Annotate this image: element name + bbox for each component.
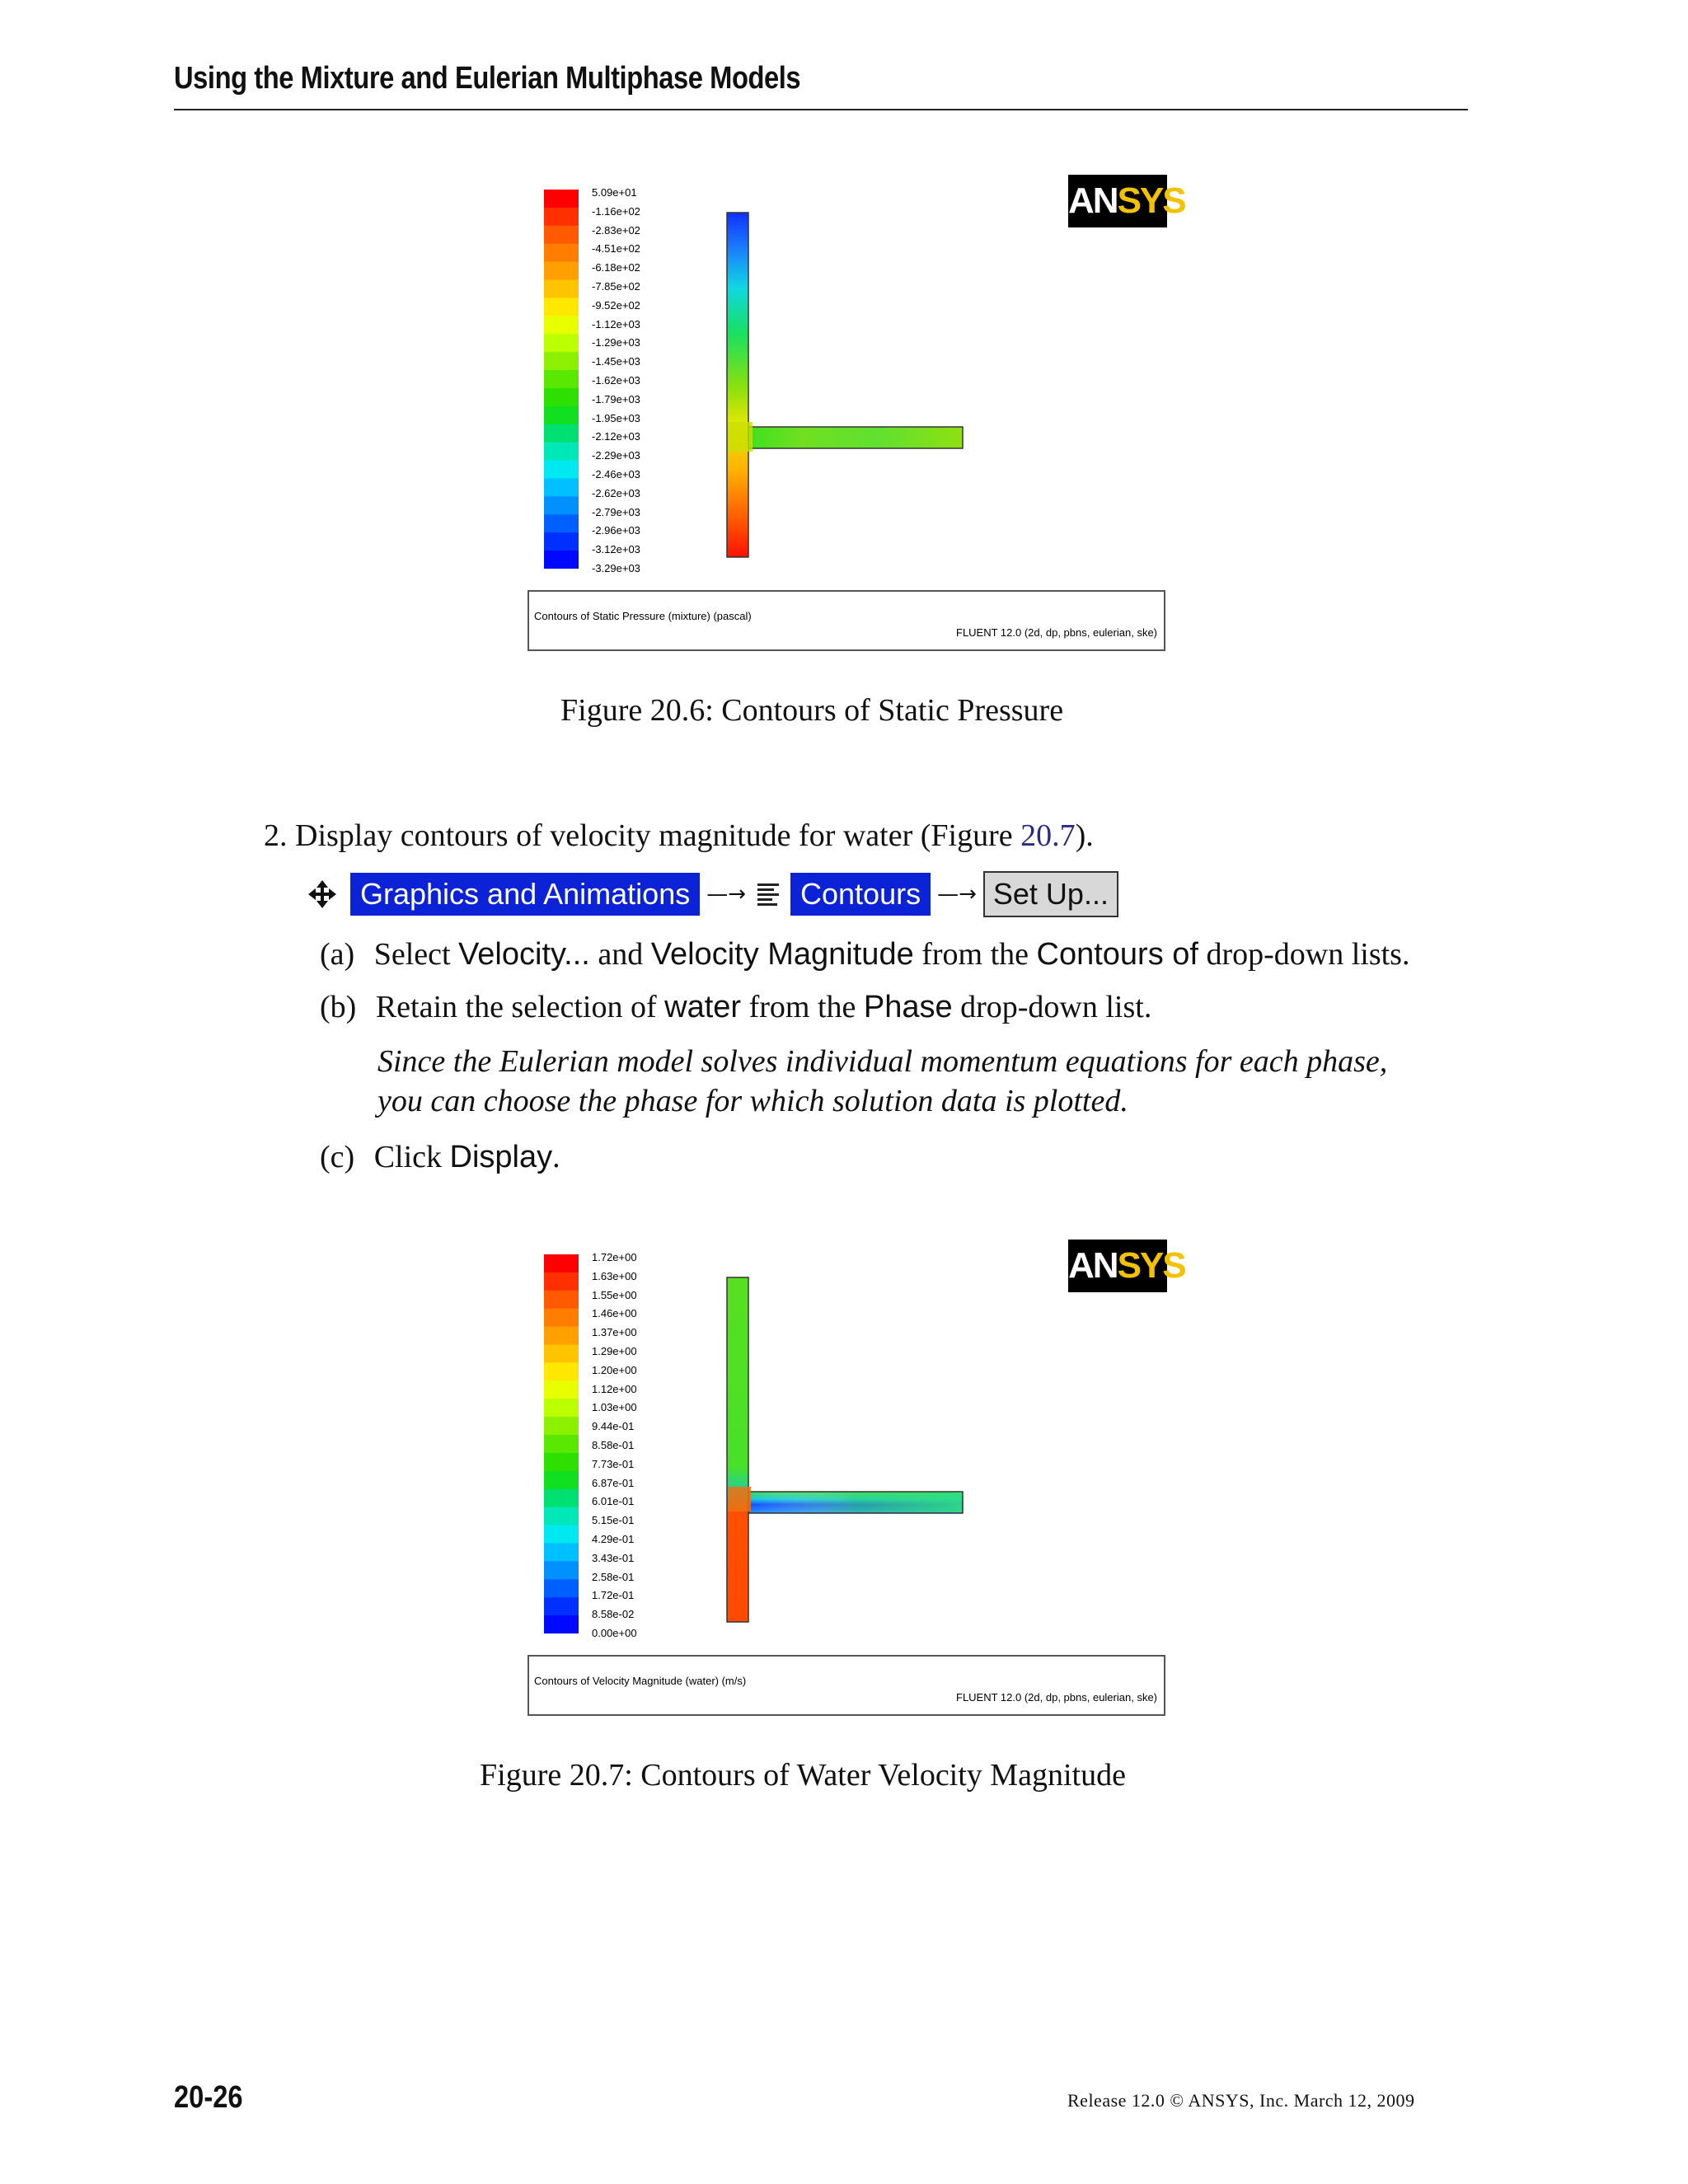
- colorbar-tick-label: -1.79e+03: [592, 392, 640, 405]
- colorbar-tick-label: 1.03e+00: [592, 1401, 637, 1414]
- colorbar-tick-label: 7.73e-01: [592, 1457, 635, 1470]
- colorbar-tick-label: 5.09e+01: [592, 186, 637, 199]
- figure-caption-20-6: Figure 20.6: Contours of Static Pressure: [560, 693, 1064, 728]
- substep-a: [320, 936, 1409, 972]
- substep-text: drop-down lists.: [1198, 937, 1410, 972]
- contour-plot: [528, 175, 1165, 570]
- colorbar-tick-label: -2.12e+03: [592, 430, 640, 443]
- colorbar-tick-label: -2.83e+02: [592, 223, 640, 237]
- colorbar-tick-label: -2.79e+03: [592, 505, 640, 518]
- colorbar-tick-label: 1.37e+00: [592, 1326, 637, 1339]
- substep-label: (c): [320, 1140, 355, 1174]
- colorbar-tick-label: 6.87e-01: [592, 1476, 635, 1489]
- colorbar-tick-label: 1.63e+00: [592, 1269, 637, 1282]
- colorbar-tick-label: -2.29e+03: [592, 449, 640, 462]
- colorbar-tick-label: 1.46e+00: [592, 1307, 637, 1320]
- plot-caption-solver: FLUENT 12.0 (2d, dp, pbns, eulerian, ske): [956, 1691, 1157, 1704]
- substep-text: from the: [913, 937, 1037, 972]
- colorbar-tick-label: -9.52e+02: [592, 298, 640, 312]
- substep-text: and: [589, 937, 651, 972]
- step-2: [264, 818, 1094, 854]
- figure-static-pressure: [528, 175, 1185, 658]
- colorbar-tick-label: -1.29e+03: [592, 336, 640, 349]
- colorbar-tick-label: -2.96e+03: [592, 524, 640, 537]
- colorbar-tick-label: 1.55e+00: [592, 1288, 637, 1301]
- colorbar-tick-label: -1.95e+03: [592, 411, 640, 424]
- contours-button[interactable]: Contours: [790, 873, 931, 916]
- header-rule: [174, 109, 1468, 110]
- figure-water-velocity: [528, 1240, 1185, 1722]
- plot-caption-box: [528, 590, 1165, 651]
- water-option[interactable]: water: [664, 990, 742, 1024]
- substep-text: drop-down list.: [952, 990, 1152, 1024]
- note-line-1: Since the Eulerian model solves individual momentum equations for each phase,: [377, 1044, 1388, 1079]
- colorbar-tick-label: 0.00e+00: [592, 1627, 637, 1639]
- vertical-pipe: [727, 213, 748, 557]
- substep-b: [320, 989, 1151, 1025]
- colorbar-tick-label: 1.72e+00: [592, 1251, 637, 1263]
- colorbar-tick-label: 6.01e-01: [592, 1495, 635, 1508]
- colorbar-tick-label: 8.58e-01: [592, 1439, 635, 1451]
- colorbar-tick-label: 1.20e+00: [592, 1363, 637, 1376]
- velocity-option[interactable]: Velocity...: [458, 937, 590, 972]
- page-number: 20-26: [174, 2080, 243, 2115]
- vertical-pipe: [727, 1277, 748, 1622]
- colorbar-tick-label: -1.45e+03: [592, 355, 640, 368]
- ansys-logo: ANSYS: [1068, 175, 1167, 227]
- colorbar-tick-label: -2.46e+03: [592, 468, 640, 480]
- colorbar-tick-label: 4.29e-01: [592, 1533, 635, 1545]
- substep-label: (b): [320, 990, 357, 1024]
- navigation-path: [306, 872, 1118, 916]
- page-header-title: Using the Mixture and Eulerian Multiphase Models: [174, 61, 801, 96]
- nav-arrow: —→: [706, 882, 747, 907]
- colorbar-tick-label: 3.43e-01: [592, 1551, 635, 1564]
- nav-arrow-2: —→: [937, 882, 977, 907]
- colorbar-tick-label: 1.72e-01: [592, 1589, 635, 1602]
- substep-text: Click: [373, 1140, 450, 1174]
- substep-text: Retain the selection of: [375, 990, 665, 1024]
- plot-caption-box: [528, 1655, 1165, 1716]
- figure-link[interactable]: 20.7: [1020, 818, 1076, 853]
- colorbar-tick-label: -1.12e+03: [592, 317, 640, 330]
- colorbar-tick-label: 5.15e-01: [592, 1514, 635, 1527]
- colorbar-tick-label: -3.12e+03: [592, 543, 640, 556]
- colorbar-tick-label: -1.16e+02: [592, 204, 640, 218]
- graphics-and-animations-button[interactable]: Graphics and Animations: [350, 873, 700, 916]
- colorbar-tick-label: -4.51e+02: [592, 242, 640, 255]
- colorbar-tick-label: -3.29e+03: [592, 562, 640, 574]
- colorbar-tick-label: -6.18e+02: [592, 261, 640, 274]
- substep-text: .: [552, 1140, 560, 1174]
- colorbar-tick-label: -1.62e+03: [592, 374, 640, 387]
- colorbar-tick-label: 1.12e+00: [592, 1382, 637, 1395]
- substep-text: from the: [741, 990, 864, 1024]
- note-line-2: you can choose the phase for which solution data is plotted.: [377, 1084, 1128, 1118]
- step-number: 2.: [264, 818, 288, 853]
- branch-recovery-region: [748, 1493, 962, 1512]
- colorbar-tick-label: -7.85e+02: [592, 280, 640, 293]
- colorbar-tick-label: -2.62e+03: [592, 486, 640, 499]
- velocity-magnitude-option[interactable]: Velocity Magnitude: [650, 937, 914, 972]
- contour-plot: [528, 1240, 1165, 1635]
- substep-text: Select: [373, 937, 459, 972]
- contours-of-dropdown[interactable]: Contours of: [1036, 937, 1198, 972]
- colorbar-tick-label: 2.58e-01: [592, 1570, 635, 1583]
- display-button[interactable]: Display: [449, 1140, 553, 1174]
- junction-region: [728, 422, 753, 452]
- horizontal-branch: [748, 427, 963, 448]
- release-info: Release 12.0 © ANSYS, Inc. March 12, 2009: [1067, 2090, 1415, 2111]
- colorbar-tick-label: 8.58e-02: [592, 1608, 635, 1621]
- colorbar-tick-label: 9.44e-01: [592, 1420, 635, 1433]
- step-text-end: ).: [1075, 818, 1094, 853]
- figure-caption-20-7: Figure 20.7: Contours of Water Velocity Magnitude: [480, 1758, 1126, 1793]
- substep-c: [320, 1139, 560, 1175]
- phase-dropdown[interactable]: Phase: [863, 990, 953, 1024]
- junction-region: [728, 1487, 751, 1511]
- move-arrows-icon: [306, 878, 339, 911]
- plot-caption-solver: FLUENT 12.0 (2d, dp, pbns, eulerian, ske): [956, 626, 1157, 639]
- list-icon: [756, 882, 781, 907]
- step-text: Display contours of velocity magnitude for water (Figure: [295, 818, 1021, 853]
- plot-caption-title: Contours of Static Pressure (mixture) (pascal): [534, 610, 752, 622]
- ansys-logo: ANSYS: [1068, 1240, 1167, 1292]
- plot-caption-title: Contours of Velocity Magnitude (water) (m/s): [534, 1675, 747, 1687]
- set-up-button[interactable]: Set Up...: [983, 871, 1118, 917]
- substep-label: (a): [320, 937, 355, 972]
- colorbar-tick-label: 1.29e+00: [592, 1345, 637, 1357]
